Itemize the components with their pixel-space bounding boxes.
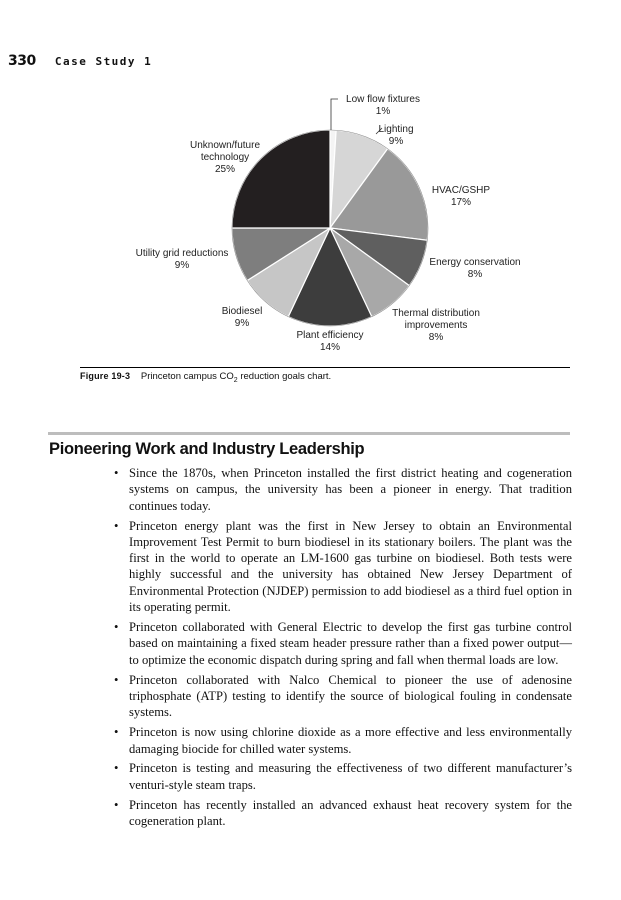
bullet-text: Princeton collaborated with Nalco Chemical to pioneer the use of adenosine triphosphate (ATP) testing to identify the source of biological fouling in condensate systems. (129, 672, 572, 720)
section-rule (48, 432, 570, 435)
bullet-icon: • (114, 620, 119, 635)
slice-label (429, 257, 520, 280)
bullet-item (112, 797, 572, 830)
bullet-item (112, 619, 572, 668)
bullet-text: Since the 1870s, when Princeton installed the first district heating and cogeneration systems on campus, the university has been a pioneer in energy. That tradition continues today. (129, 466, 572, 513)
caption-text: Princeton campus CO (140, 371, 234, 382)
bullet-item (112, 518, 572, 616)
slice-label (222, 306, 263, 329)
leader-line (331, 99, 338, 130)
bullet-text: Princeton collaborated with General Electric to develop the first gas turbine control based on maintaining a fixed steam header pressure rather than a fixed power output—to optimize the economic dispatch during spring and fall when thermal loads are low. (129, 620, 572, 667)
section-title: Pioneering Work and Industry Leadership (49, 440, 365, 458)
slice-label-line: Low flow fixtures (346, 94, 420, 105)
slice-label (378, 124, 413, 147)
slice-label-line: 25% (214, 164, 236, 175)
slice-label (392, 308, 480, 343)
bullet-icon: • (114, 797, 119, 812)
slice-label-line: HVAC/GSHP (431, 185, 491, 196)
bullet-icon: • (114, 725, 119, 740)
slice-label-line: 14% (319, 342, 341, 353)
page-number: 330 (8, 53, 36, 69)
slice-label-line: 1% (375, 106, 391, 117)
running-title: Case Study 1 (54, 55, 153, 68)
slice-label-line: Biodiesel (221, 306, 263, 317)
bullet-text: Princeton energy plant was the first in New Jersey to obtain an Environmental Improvement Test Permit to burn biodiesel in its stationary boilers. The plant was the first in the world to operate an LM-1600 gas turbine on biodiesel. Both tests were highly successful and the university has obtained New Jersey Department of Environmental Protection (NJDEP) permission to add biodiesel as a third fuel option in its operating permit. (129, 518, 572, 615)
bullet-text: Princeton is testing and measuring the effectiveness of two different manufacturer’s venturi-style steam traps. (129, 761, 572, 792)
slice-label-line: 17% (450, 197, 472, 208)
caption-subscript: 2 (233, 376, 238, 384)
slice-label (296, 330, 363, 353)
slice-label-line: Lighting (378, 124, 414, 135)
slice-label-line: improvements (404, 320, 468, 331)
slice-label-line: 8% (467, 269, 483, 280)
bullet-item (112, 672, 572, 721)
slice-label-line: 9% (234, 318, 250, 329)
running-header (8, 50, 152, 69)
slice-label-line: 9% (174, 260, 190, 271)
bullet-text: Princeton has recently installed an advanced exhaust heat recovery system for the cogeneration plant. (129, 797, 572, 829)
slice-label (136, 248, 229, 271)
slice-label-line: Energy conservation (429, 257, 521, 268)
bullet-item (112, 465, 572, 514)
bullet-icon: • (114, 518, 119, 533)
bullet-list (112, 465, 572, 833)
pie-chart (0, 85, 621, 370)
bullet-text: Princeton is now using chlorine dioxide as a more effective and less environmentally damaging biocide for chilled water systems. (129, 725, 572, 756)
slice-label (346, 94, 420, 117)
slice-label-line: Thermal distribution (392, 308, 480, 319)
bullet-item (112, 760, 572, 793)
bullet-item (112, 724, 572, 757)
caption-text-end: reduction goals chart. (237, 371, 332, 382)
slice-label-line: 8% (428, 332, 444, 343)
bullet-icon: • (114, 466, 119, 480)
slice-label-line: Utility grid reductions (135, 248, 229, 259)
caption-rule (80, 367, 570, 368)
slice-label-line: 9% (388, 136, 404, 147)
slice-label (190, 140, 260, 175)
slice-label-line: Plant efficiency (296, 330, 364, 341)
figure-label: Figure 19-3 (80, 371, 131, 381)
slice-label-line: Unknown/future (189, 140, 261, 151)
slice-label-line: technology (200, 152, 250, 163)
figure-caption (80, 371, 331, 384)
slice-label (432, 185, 490, 208)
bullet-icon: • (114, 672, 119, 687)
bullet-icon: • (114, 761, 119, 776)
